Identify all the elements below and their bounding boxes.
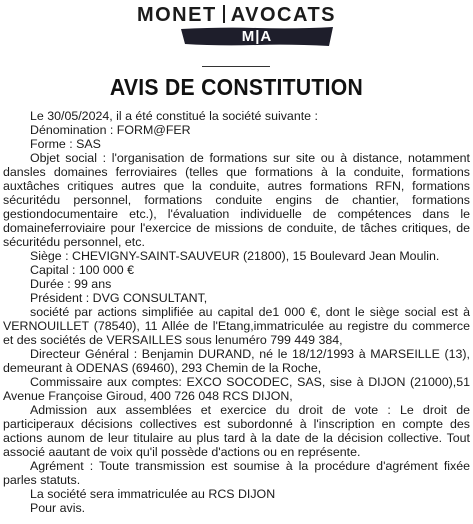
- commissaire-paragraph: Commissaire aux comptes: EXCO SOCODEC, SAS, sise à DIJON (21000),51 Avenue Françoise Giroud, 400 726 048 RCS DIJON,: [3, 375, 470, 403]
- logo-badge-text: M|A: [241, 28, 273, 45]
- pour-avis-line: Pour avis.: [30, 501, 86, 515]
- denomination-line: Dénomination : FORM@FER: [30, 123, 191, 137]
- logo-name-right: AVOCATS: [230, 4, 337, 26]
- agrement-paragraph: Agrément : Toute transmission est soumise à la procédure d'agrément fixée parles statuts.: [3, 459, 470, 487]
- title-divider: [202, 66, 270, 67]
- logo-badge: [181, 27, 333, 46]
- duree-line: Durée : 99 ans: [30, 277, 112, 291]
- directeur-general-paragraph: Directeur Général : Benjamin DURAND, né le 18/12/1993 à MARSEILLE (13), demeurant à ODENAS (69460), 293 Chemin de la Roche,: [3, 347, 470, 375]
- admission-paragraph: Admission aux assemblées et exercice du droit de vote : Le droit de participeraux décisions collectives est subordonné à l'inscription en compte des actions aunom de leur titulaire au plus tard à la date de la décision collective. Tout associé aautant de voix qu'il possède d'actions ou en représente.: [3, 403, 470, 459]
- forme-line: Forme : SAS: [30, 137, 101, 151]
- objet-social-paragraph: Objet social : l'organisation de formations sur site ou à distance, notamment dansles domaines ferroviaires (telles que formations à la conduite, formations auxtâches critiques autres que la conduite, autres formations RFN, formations sécuritédu personnel, formations conduite engins de chantier, formations gestiondocumentaire etc.), l'évaluation individuelle de compétences dans le domaineferroviaire pour l'exercice de missions de conduite, de tâches critiques, de sécuritédu personnel, etc.: [3, 151, 470, 249]
- logo-wordmark: [137, 4, 336, 26]
- capital-line: Capital : 100 000 €: [30, 263, 135, 277]
- notice-body: [3, 109, 470, 515]
- intro-line: Le 30/05/2024, il a été constitué la société suivante :: [30, 109, 318, 123]
- logo-separator: [223, 5, 225, 23]
- siege-line: Siège : CHEVIGNY-SAINT-SAUVEUR (21800), 15 Boulevard Jean Moulin.: [30, 249, 440, 263]
- firm-logo: [0, 4, 473, 26]
- president-line: Président : DVG CONSULTANT,: [30, 291, 208, 305]
- immatriculation-line: La société sera immatriculée au RCS DIJON: [30, 487, 276, 501]
- logo-name-left: MONET: [136, 4, 217, 26]
- president-details-paragraph: société par actions simplifiée au capital de1 000 €, dont le siège social est à VERNOUILLET (78540), 11 Allée de l'Etang,immatriculée au registre du commerce et des sociétés de VERSAILLES sous lenuméro 799 449 384,: [3, 305, 470, 347]
- notice-title: AVIS DE CONSTITUTION: [109, 74, 364, 100]
